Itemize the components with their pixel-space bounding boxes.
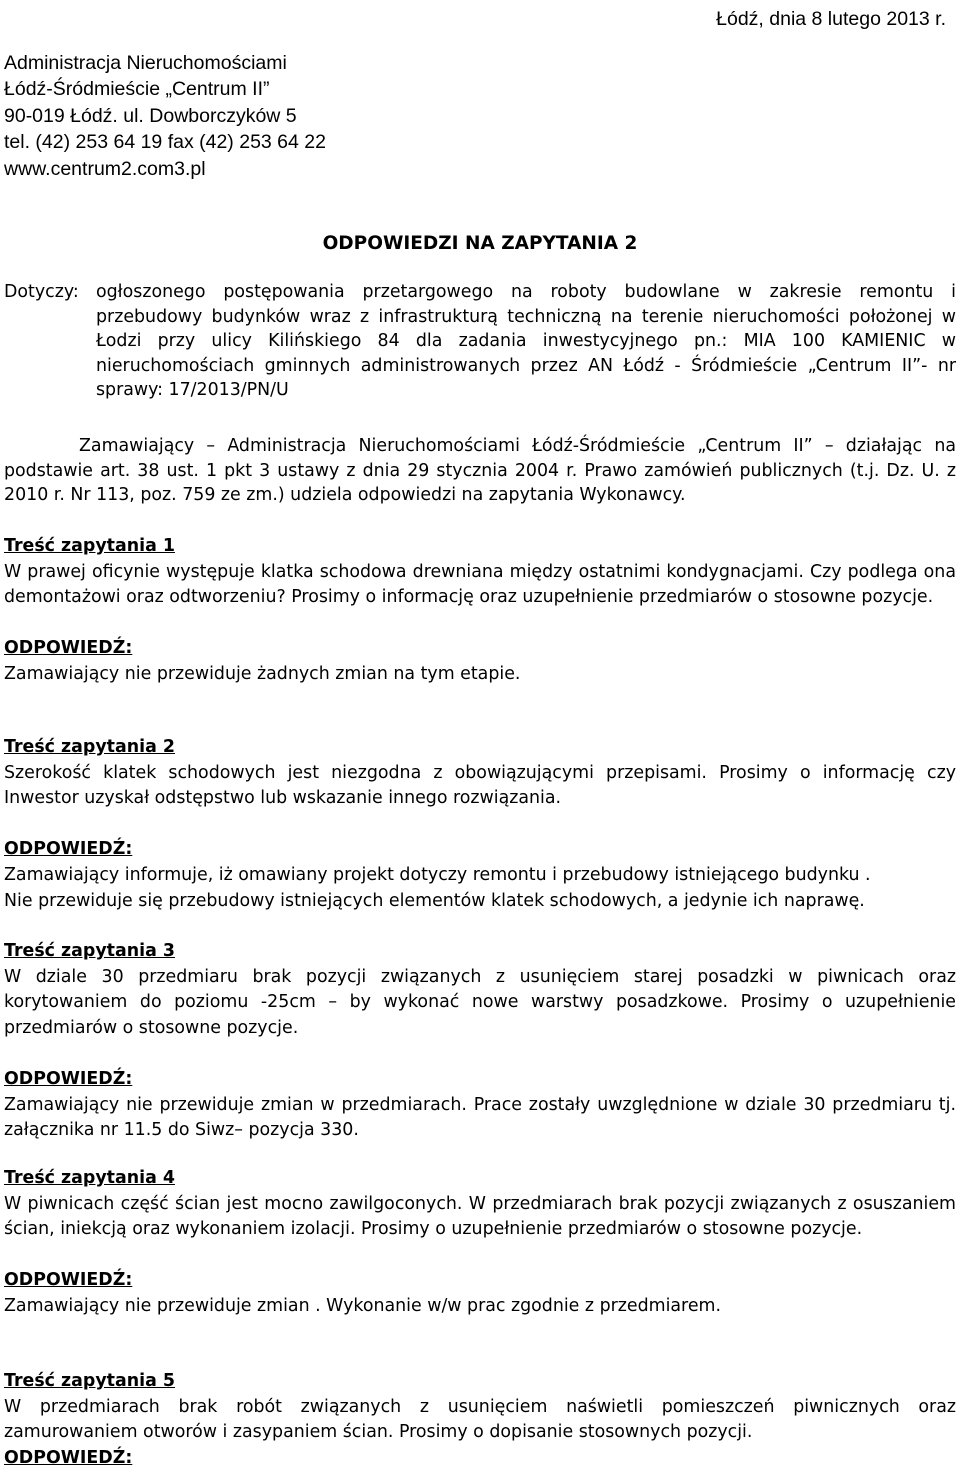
answer-text: Zamawiający nie przewiduje zmian . Wykonanie w/w prac zgodnie z przedmiarem. (4, 1295, 721, 1316)
address-line: Łódź-Śródmieście „Centrum II” (4, 78, 270, 101)
question-text: W piwnicach część ścian jest mocno zawilgoconych. W przedmiarach brak pozycji związanych z osuszaniem ścian, iniekcją oraz wykonaniem izolacji. Prosimy o uzupełnienie przedmiarów o stosowne pozycje. (4, 1193, 956, 1240)
regarding-text: ogłoszonego postępowania przetargowego na roboty budowlane w zakresie remontu i przebudowy budynków wraz z infrastrukturą techniczną na terenie nieruchomości położonej w Łodzi przy ulicy Kilińskiego 84 dla zadania inwestycyjnego pn.: MIA 100 KAMIENIC w nieruchomościach gminnych administrowanych przez AN Łódź - Śródmieście „Centrum II”- nr sprawy: 17/2013/PN/U (96, 282, 956, 401)
question-block-2 (4, 735, 956, 914)
date-line: Łódź, dnia 8 lutego 2013 r. (716, 8, 946, 30)
address-line: www.centrum2.com3.pl (4, 157, 206, 180)
answer-label: ODPOWIEDŹ: (4, 839, 133, 860)
regarding-label: Dotyczy: (4, 282, 79, 302)
document-title: ODPOWIEDZI NA ZAPYTANIA 2 (322, 233, 638, 254)
question-block-4 (4, 1166, 956, 1320)
answer-label: ODPOWIEDŹ: (4, 1447, 133, 1468)
answer-label: ODPOWIEDŹ: (4, 638, 133, 659)
regarding-block (4, 280, 956, 403)
question-title: Treść zapytania 5 (4, 1371, 175, 1391)
question-block-5 (4, 1369, 956, 1471)
intro-paragraph: Zamawiający – Administracja Nieruchomościami Łódź-Śródmieście „Centrum II” – działając na podstawie art. 38 ust. 1 pkt 3 ustawy z dnia 29 stycznia 2004 r. Prawo zamówień publicznych (t.j. Dz. U. z 2010 r. Nr 113, poz. 759 ze zm.) udziela odpowiedzi na zapytania Wykonawcy. (4, 436, 956, 506)
address-line: 90-019 Łódź. ul. Dowborczyków 5 (4, 104, 297, 127)
question-block-1 (4, 534, 956, 688)
answer-label: ODPOWIEDŹ: (4, 1068, 133, 1089)
answer-text: Nie przewiduje się przebudowy istniejących elementów klatek schodowych, a jedynie ich naprawę. (4, 890, 865, 911)
sender-address (4, 50, 326, 182)
question-text: Szerokość klatek schodowych jest niezgodna z obowiązującymi przepisami. Prosimy o informację czy Inwestor uzyskał odstępstwo lub wskazanie innego rozwiązania. (4, 762, 956, 809)
question-text: W dziale 30 przedmiaru brak pozycji związanych z usunięciem starej posadzki w piwnicach oraz korytowaniem do poziomu -25cm – by wykonać nowe warstwy posadzkowe. Prosimy o uzupełnienie przedmiarów o stosowne pozycje. (4, 966, 956, 1038)
question-block-3 (4, 939, 956, 1144)
question-title: Treść zapytania 1 (4, 536, 175, 556)
question-title: Treść zapytania 2 (4, 737, 175, 757)
question-title: Treść zapytania 3 (4, 941, 175, 961)
address-line: Administracja Nieruchomościami (4, 52, 287, 74)
answer-text: Zamawiający informuje, iż omawiany projekt dotyczy remontu i przebudowy istniejącego budynku . (4, 864, 871, 885)
question-title: Treść zapytania 4 (4, 1168, 175, 1188)
question-text: W przedmiarach brak robót związanych z usunięciem naświetli pomieszczeń piwnicznych oraz zamurowaniem otworów i zasypaniem ścian. Prosimy o dopisanie stosownych pozycji. (4, 1396, 956, 1443)
question-text: W prawej oficynie występuje klatka schodowa drewniana między ostatnimi kondygnacjami. Czy podlega ona demontażowi oraz odtworzeniu? Prosimy o informację oraz uzupełnienie przedmiarów o stosowne pozycje. (4, 561, 956, 608)
answer-text: Zamawiający nie przewiduje zmian w przedmiarach. Prace zostały uwzględnione w dziale 30 przedmiaru tj. załącznika nr 11.5 do Siwz– pozycja 330. (4, 1094, 956, 1141)
address-line: tel. (42) 253 64 19 fax (42) 253 64 22 (4, 131, 326, 154)
answer-label: ODPOWIEDŹ: (4, 1270, 133, 1291)
answer-text: Zamawiający nie przewiduje żadnych zmian na tym etapie. (4, 663, 521, 684)
